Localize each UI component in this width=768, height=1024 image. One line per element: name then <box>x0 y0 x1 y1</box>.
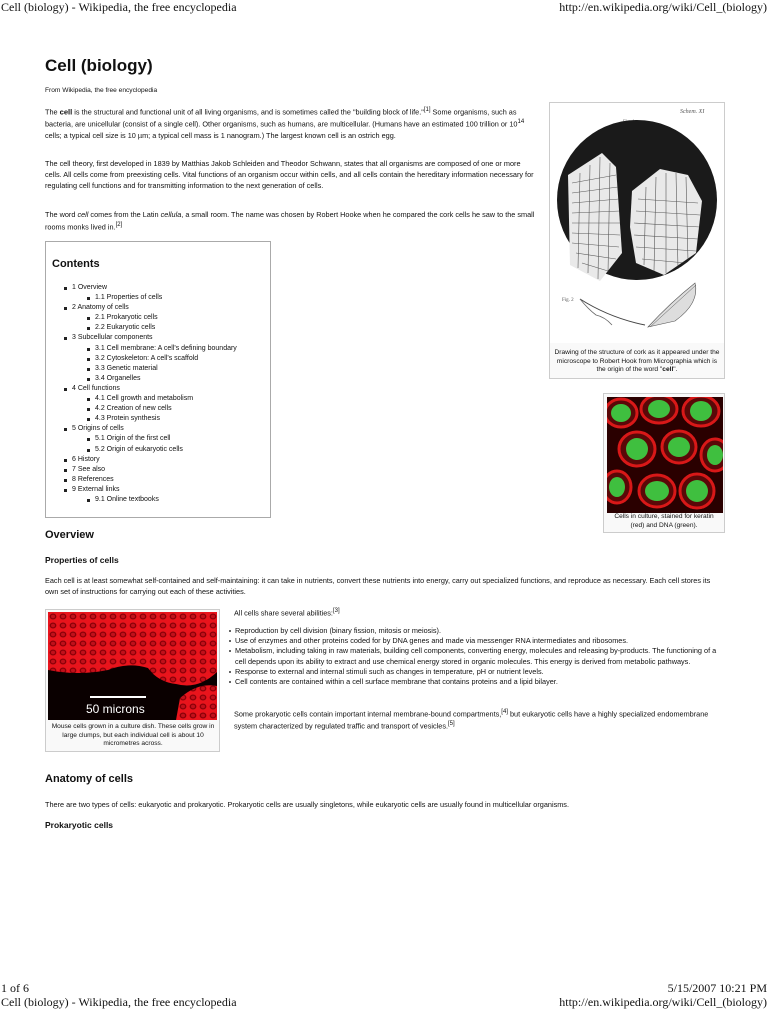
toc-item[interactable]: 4.2 Creation of new cells <box>87 404 237 414</box>
toc-item[interactable]: 5.1 Origin of the first cell <box>87 434 237 444</box>
toc-heading: Contents <box>52 258 100 270</box>
toc-item[interactable]: 5 Origins of cells <box>64 424 237 434</box>
anatomy-heading: Anatomy of cells <box>45 773 134 785</box>
compartments-paragraph: Some prokaryotic cells contain important internal membrane-bound compartments,[4] but eukaryotic cells have a highly specialized endomembrane system characterized by regulated traffic and transport of vesicles.[5] <box>234 709 709 731</box>
cork-label-fig2: Fig. 2 <box>562 298 574 303</box>
toc-item[interactable]: 2 Anatomy of cells <box>64 303 237 313</box>
toc-item[interactable]: 4 Cell functions <box>64 384 237 394</box>
ref-3-link[interactable]: [3] <box>332 608 340 614</box>
anatomy-paragraph: There are two types of cells: eukaryotic and prokaryotic. Prokaryotic cells are usually singletons, while eukaryotic cells are usually found in multicellular organisms. <box>45 800 569 809</box>
ref-2-link[interactable]: [2] <box>115 222 123 228</box>
properties-heading: Properties of cells <box>45 555 119 565</box>
toc-item[interactable]: 1.1 Properties of cells <box>87 293 237 303</box>
toc-item[interactable]: 3.3 Genetic material <box>87 364 237 374</box>
page-title: Cell (biology) <box>45 56 153 75</box>
from-wikipedia: From Wikipedia, the free encyclopedia <box>45 87 158 94</box>
prokaryotic-heading: Prokaryotic cells <box>45 820 114 830</box>
ability-item: Metabolism, including taking in raw materials, building cell components, converting energy, molecules and releasing by-products. The functioning of a cell depends upon its ability to extract and use chemical energy stored in organic molecules. This energy is derived from metabolic pathways. <box>229 646 719 666</box>
toc-item[interactable]: 6 History <box>64 455 237 465</box>
toc-item[interactable]: 1 Overview <box>64 283 237 293</box>
abilities-list <box>229 626 719 687</box>
toc-item[interactable]: 3.1 Cell membrane: A cell's defining boundary <box>87 344 237 354</box>
print-header <box>0 0 768 14</box>
keratin-caption: Cells in culture, stained for keratin (red) and DNA (green). <box>614 513 714 529</box>
scale-bar-label: 50 microns <box>86 702 145 716</box>
cork-caption: Drawing of the structure of cork as it appeared under the microscope to Robert Hook from Micrographia which is the origin of the word "cell". <box>554 349 720 373</box>
cork-label-top: Schem. XI <box>680 109 705 115</box>
mouse-cells-image[interactable] <box>48 612 217 720</box>
toc-item[interactable]: 4.3 Protein synthesis <box>87 414 237 424</box>
cork-drawing-image[interactable] <box>550 103 724 343</box>
toc-item[interactable]: 7 See also <box>64 465 237 475</box>
toc-item[interactable]: 2.2 Eukaryotic cells <box>87 323 237 333</box>
ref-5-link[interactable]: [5] <box>448 721 455 728</box>
footer-title: Cell (biology) - Wikipedia, the free encyclopedia <box>1 995 237 1009</box>
toc-item[interactable]: 9.1 Online textbooks <box>87 495 237 505</box>
toc-item[interactable]: 9 External links <box>64 485 237 495</box>
intro-paragraph-1: The cell is the structural and functional unit of all living organisms, and is sometimes called the "building block of life."[1] Some organisms, such as bacteria, are unicellular (consist of a single cell). Other organisms, such as humans, are multicellular. (Humans have an estimated 100 trillion or $10^{14}$ cells; a typical cell size is 10 µm; a typical cell mass is 1 nanogram.) The largest known cell is an ostrich egg. <box>45 107 525 140</box>
footer-url: http://en.wikipedia.org/wiki/Cell_(biology) <box>559 995 767 1009</box>
toc-item[interactable]: 5.2 Origin of eukaryotic cells <box>87 445 237 455</box>
table-of-contents <box>45 241 271 518</box>
ability-item: Use of enzymes and other proteins coded for by DNA genes and made via messenger RNA intermediates and ribosomes. <box>229 636 719 646</box>
toc-item[interactable]: 3.2 Cytoskeleton: A cell's scaffold <box>87 354 237 364</box>
ability-item: Cell contents are contained within a cell surface membrane that contains proteins and a lipid bilayer. <box>229 677 719 687</box>
print-header-title: Cell (biology) - Wikipedia, the free encyclopedia <box>1 0 237 14</box>
toc-item[interactable]: 3.4 Organelles <box>87 374 237 384</box>
print-header-url: http://en.wikipedia.org/wiki/Cell_(biology) <box>559 0 767 14</box>
ref-1-link[interactable]: [1] <box>423 107 431 113</box>
ability-item: Reproduction by cell division (binary fission, mitosis or meiosis). <box>229 626 719 636</box>
intro-paragraph-3: The word cell comes from the Latin cellula, a small room. The name was chosen by Robert Hooke when he compared the cork cells he saw to the small rooms monks lived in.[2] <box>45 210 535 232</box>
properties-paragraph: Each cell is at least somewhat self-contained and self-maintaining: it can take in nutrients, convert these nutrients into energy, carry out specialized functions, and reproduce as necessary. Each cell stores its own set of instructions for carrying out each of these activities. <box>45 576 711 596</box>
cork-image-thumb <box>549 102 725 379</box>
ref-4-link[interactable]: [4] <box>501 709 508 715</box>
toc-list <box>64 283 237 505</box>
ability-item: Response to external and internal stimuli such as changes in temperature, pH or nutrient levels. <box>229 667 719 677</box>
toc-item[interactable]: 3 Subcellular components <box>64 333 237 343</box>
abilities-intro: All cells share several abilities:[3] <box>234 608 340 618</box>
keratin-image-thumb <box>603 393 725 533</box>
keratin-cells-image[interactable] <box>607 397 723 513</box>
intro-paragraph-2: The cell theory, first developed in 1839 by Matthias Jakob Schleiden and Theodor Schwann, states that all organisms are composed of one or more cells. All cells come from preexisting cells. Vital functions of an organism occur within cells, and all cells contain the hereditary information necessary for regulating cell functions and for transmitting information to the next generation of cells. <box>45 159 534 190</box>
mouse-cells-thumb <box>45 609 220 752</box>
print-datetime: 5/15/2007 10:21 PM <box>667 981 767 995</box>
toc-item[interactable]: 4.1 Cell growth and metabolism <box>87 394 237 404</box>
toc-item[interactable]: 8 References <box>64 475 237 485</box>
page-number: 1 of 6 <box>1 981 29 995</box>
overview-heading: Overview <box>45 529 94 541</box>
toc-item[interactable]: 2.1 Prokaryotic cells <box>87 313 237 323</box>
mouse-cells-caption: Mouse cells grown in a culture dish. These cells grow in large clumps, but each individual cell is about 10 micrometres across. <box>51 723 215 747</box>
